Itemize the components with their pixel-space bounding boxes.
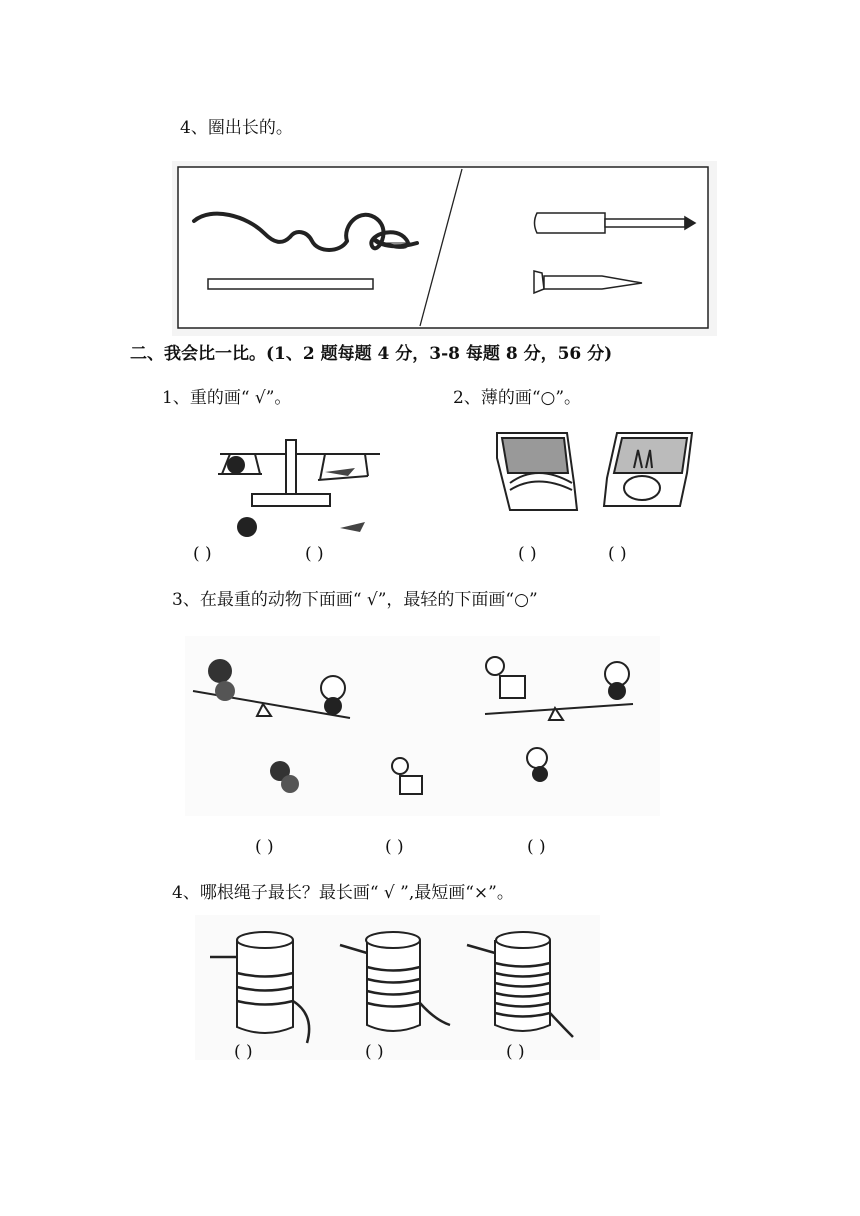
q3-answer-paren-c[interactable]: ( ) bbox=[527, 837, 546, 857]
q4-rope-answer-paren-a[interactable]: ( ) bbox=[234, 1042, 253, 1062]
question-2-label: 2、薄的画“○”。 bbox=[453, 388, 582, 408]
q4-rope-answer-paren-c[interactable]: ( ) bbox=[506, 1042, 525, 1062]
q1-answer-paren-a[interactable]: ( ) bbox=[193, 544, 212, 564]
question-4-rope-label: 4、哪根绳子最长？最长画“ √ ”,最短画“×”。 bbox=[172, 883, 514, 903]
q2-answer-paren-b[interactable]: ( ) bbox=[608, 544, 627, 564]
q2-answer-paren-a[interactable]: ( ) bbox=[518, 544, 537, 564]
balance-scale-figure bbox=[210, 432, 390, 547]
rope-stick-tool-figure bbox=[172, 161, 717, 336]
question-3-label: 3、在最重的动物下面画“ √”，最轻的下面画“○” bbox=[172, 590, 538, 610]
q3-answer-paren-b[interactable]: ( ) bbox=[385, 837, 404, 857]
question-1-label: 1、重的画“ √”。 bbox=[162, 388, 292, 408]
animal-seesaw-figure bbox=[185, 636, 660, 816]
question-4-label: 4、圈出长的。 bbox=[180, 118, 293, 138]
q3-answer-paren-a[interactable]: ( ) bbox=[255, 837, 274, 857]
section-2-heading: 二、我会比一比。(1、2 题每题 4 分，3-8 每题 8 分，56 分) bbox=[130, 344, 613, 364]
books-figure bbox=[492, 428, 702, 518]
q4-rope-answer-paren-b[interactable]: ( ) bbox=[365, 1042, 384, 1062]
rope-cylinder-figure bbox=[195, 915, 600, 1060]
q1-answer-paren-b[interactable]: ( ) bbox=[305, 544, 324, 564]
